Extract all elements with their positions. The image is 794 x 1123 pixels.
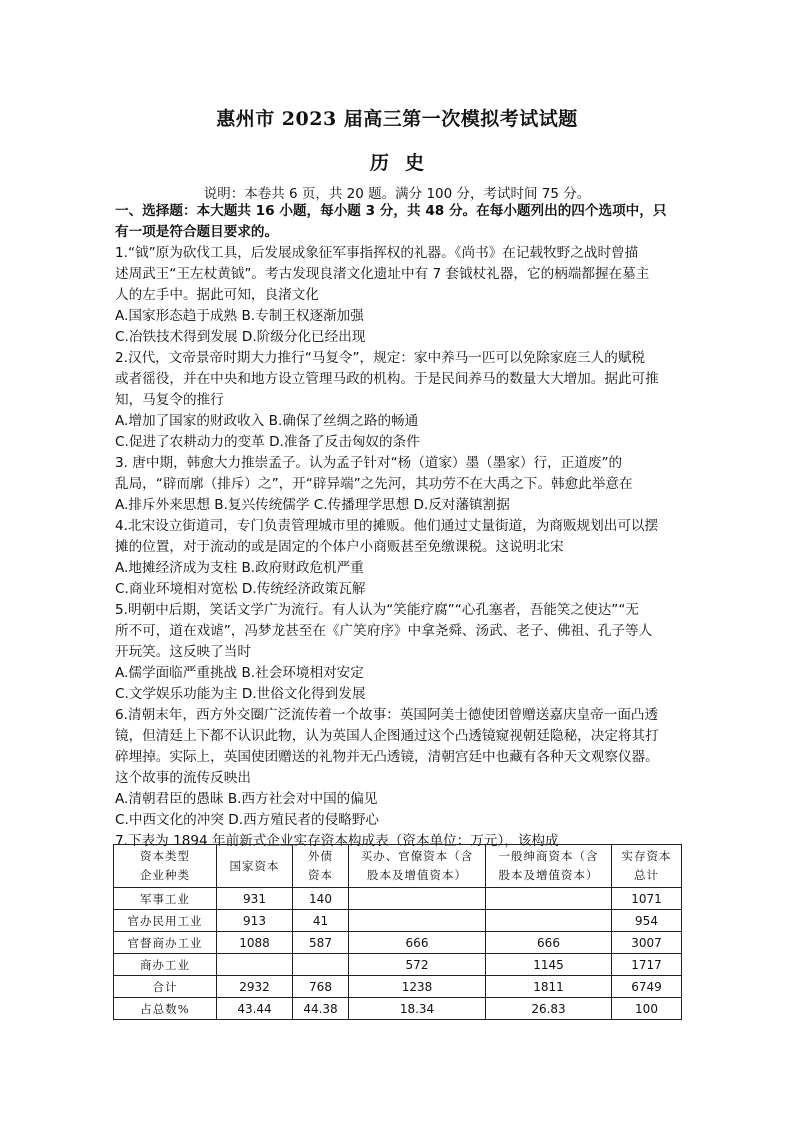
question-stem-line: 7.下表为 1894 年前新式企业实存资本构成表（资本单位：万元），该构成	[115, 833, 559, 849]
row-label-cell: 军事工业	[114, 888, 217, 910]
row-label-cell: 商办工业	[114, 954, 217, 976]
table-cell: 1088	[217, 932, 293, 954]
table-column-header	[217, 845, 293, 888]
question-stem-line: 知，马复令的推行	[115, 392, 224, 408]
table-column-header	[114, 845, 217, 888]
header-text: 股本及增值资本）	[498, 868, 599, 882]
table-cell: 1717	[612, 954, 682, 976]
question-stem-line: 镜，但清廷上下都不认识此物，认为英国人企图通过这个凸透镜窥视朝廷隐秘，决定将其打	[115, 728, 659, 744]
table-cell: 913	[217, 910, 293, 932]
question-item	[115, 348, 685, 453]
table-cell: 3007	[612, 932, 682, 954]
question-stem-line: 这个故事的流传反映出	[115, 770, 251, 786]
question-item	[115, 600, 685, 705]
table-cell: 43.44	[217, 998, 293, 1020]
table-cell: 6749	[612, 976, 682, 998]
table-cell: 41	[293, 910, 349, 932]
question-stem-line: 摊的位置，对于流动的或是固定的个体户小商贩甚至免缴课税。这说明北宋	[115, 539, 564, 555]
question-item	[115, 243, 685, 348]
table-cell	[486, 910, 612, 932]
header-text: 企业种类	[140, 868, 190, 882]
table-cell: 1238	[349, 976, 486, 998]
question-stem-line: 乱局，“辟而廓（排斥）之”，开“辟异端”之先河，其功劳不在大禹之下。韩愈此举意在	[115, 476, 633, 492]
table-cell: 2932	[217, 976, 293, 998]
table-cell	[293, 954, 349, 976]
header-text: 资本类型	[140, 849, 190, 863]
question-stem-line: 人的左手中。据此可知，良渚文化	[115, 287, 319, 303]
header-text: 实存资本	[621, 849, 672, 863]
answer-options-line: C.促进了农耕动力的变革 D.准备了反击匈奴的条件	[115, 434, 420, 450]
header-text: 一般绅商资本（含	[498, 849, 599, 863]
answer-options-line: C.商业环境相对宽松 D.传统经济政策瓦解	[115, 581, 366, 597]
table-column-header	[349, 845, 486, 888]
header-text: 总计	[634, 868, 659, 882]
answer-options-line: C.中西文化的冲突 D.西方殖民者的侵略野心	[115, 812, 380, 828]
table-cell	[217, 954, 293, 976]
row-label-cell: 官办民用工业	[114, 910, 217, 932]
answer-options-line: A.清朝君臣的愚昧 B.西方社会对中国的偏见	[115, 791, 378, 807]
answer-options-line: A.增加了国家的财政收入 B.确保了丝绸之路的畅通	[115, 413, 419, 429]
question-stem-line: 碎埋掉。实际上，英国使团赠送的礼物并无凸透镜，清朝宫廷中也藏有各种天文观察仪器。	[115, 749, 659, 765]
table-cell	[349, 910, 486, 932]
section-heading	[115, 201, 685, 243]
answer-options-line: C.冶铁技术得到发展 D.阶级分化已经出现	[115, 329, 366, 345]
table-column-header	[486, 845, 612, 888]
header-text: 买办、官僚资本（含	[360, 849, 474, 863]
table-cell: 572	[349, 954, 486, 976]
table-cell: 100	[612, 998, 682, 1020]
table-cell: 666	[486, 932, 612, 954]
table-cell: 140	[293, 888, 349, 910]
answer-options-line: A.地摊经济成为支柱 B.政府财政危机严重	[115, 560, 364, 576]
question-stem-line: 1.“钺”原为砍伐工具，后发展成象征军事指挥权的礼器。《尚书》在记载牧野之战时曾描	[115, 245, 639, 261]
question-stem-line: 开玩笑。这反映了当时	[115, 644, 251, 660]
answer-options-line: A.儒学面临严重挑战 B.社会环境相对安定	[115, 665, 364, 681]
row-label-cell: 官督商办工业	[114, 932, 217, 954]
question-item	[115, 516, 685, 600]
header-text: 股本及增值资本）	[367, 868, 467, 882]
answer-options-line: A.排斥外来思想 B.复兴传统儒学 C.传播理学思想 D.反对藩镇割据	[115, 497, 510, 513]
question-stem-line: 所不可，道在戏谑”，冯梦龙甚至在《广笑府序》中拿尧舜、汤武、老子、佛祖、孔子等人	[115, 623, 653, 639]
question-body	[115, 201, 685, 852]
table-cell	[486, 888, 612, 910]
table-cell: 1145	[486, 954, 612, 976]
question-stem-line: 6.清朝末年，西方外交圈广泛流传着一个故事：英国阿美士德使团曾赠送嘉庆皇帝一面凸透	[115, 707, 659, 723]
section-heading-line: 有一项是符合题目要求的。	[115, 224, 279, 240]
table-cell: 1071	[612, 888, 682, 910]
table-row	[114, 998, 682, 1020]
table-row	[114, 888, 682, 910]
header-text: 外债	[308, 849, 333, 863]
answer-options-line: A.国家形态趋于成熟 B.专制王权逐渐加强	[115, 308, 364, 324]
row-label-cell: 占总数%	[114, 998, 217, 1020]
table-body	[114, 888, 682, 1020]
table-header-row	[114, 845, 682, 888]
table-cell: 666	[349, 932, 486, 954]
question-stem-line: 3. 唐中期，韩愈大力推崇孟子。认为孟子针对“杨（道家）墨（墨家）行，正道废”的	[115, 455, 623, 471]
question-stem-line: 或者徭役，并在中央和地方设立管理马政的机构。于是民间养马的数量大大增加。据此可推	[115, 371, 659, 387]
question-stem-line: 5.明朝中后期，笑话文学广为流行。有人认为“笑能疗腐”“心孔塞者，吾能笑之使达”“无	[115, 602, 639, 618]
exam-instructions: 说明：本卷共 6 页，共 20 题。满分 100 分，考试时间 75 分。	[203, 186, 591, 202]
question-item	[115, 705, 685, 831]
question-stem-line: 4.北宋设立街道司，专门负责管理城市里的摊贩。他们通过丈量街道，为商贩规划出可以摆	[115, 518, 659, 534]
question-stem-line: 2.汉代，文帝景帝时期大力推行“马复令”，规定：家中养马一匹可以免除家庭三人的赋税	[115, 350, 646, 366]
table-cell: 44.38	[293, 998, 349, 1020]
answer-options-line: C.文学娱乐功能为主 D.世俗文化得到发展	[115, 686, 366, 702]
table-cell: 954	[612, 910, 682, 932]
table-cell: 18.34	[349, 998, 486, 1020]
table-cell: 587	[293, 932, 349, 954]
row-label-cell: 合计	[114, 976, 217, 998]
section-heading-line: 一、选择题：本大题共 16 小题，每小题 3 分，共 48 分。在每小题列出的四个选项中，只	[115, 203, 667, 219]
table-column-header	[612, 845, 682, 888]
table-row	[114, 954, 682, 976]
question-item	[115, 453, 685, 516]
table-cell: 768	[293, 976, 349, 998]
table-cell: 931	[217, 888, 293, 910]
table-row	[114, 910, 682, 932]
table-row	[114, 976, 682, 998]
header-text: 国家资本	[229, 858, 280, 873]
header-text: 资本	[308, 868, 333, 882]
table-column-header	[293, 845, 349, 888]
table-cell	[349, 888, 486, 910]
exam-title: 惠州市 2023 届高三第一次模拟考试试题	[216, 108, 578, 130]
table-row	[114, 932, 682, 954]
capital-structure-table	[113, 844, 682, 1020]
table-cell: 1811	[486, 976, 612, 998]
table-cell: 26.83	[486, 998, 612, 1020]
subject-title: 历史	[369, 152, 440, 174]
question-list	[115, 243, 685, 852]
question-stem-line: 述周武王“王左杖黄钺”。考古发现良渚文化遗址中有 7 套钺杖礼器，它的柄端都握在墓主	[115, 266, 650, 282]
